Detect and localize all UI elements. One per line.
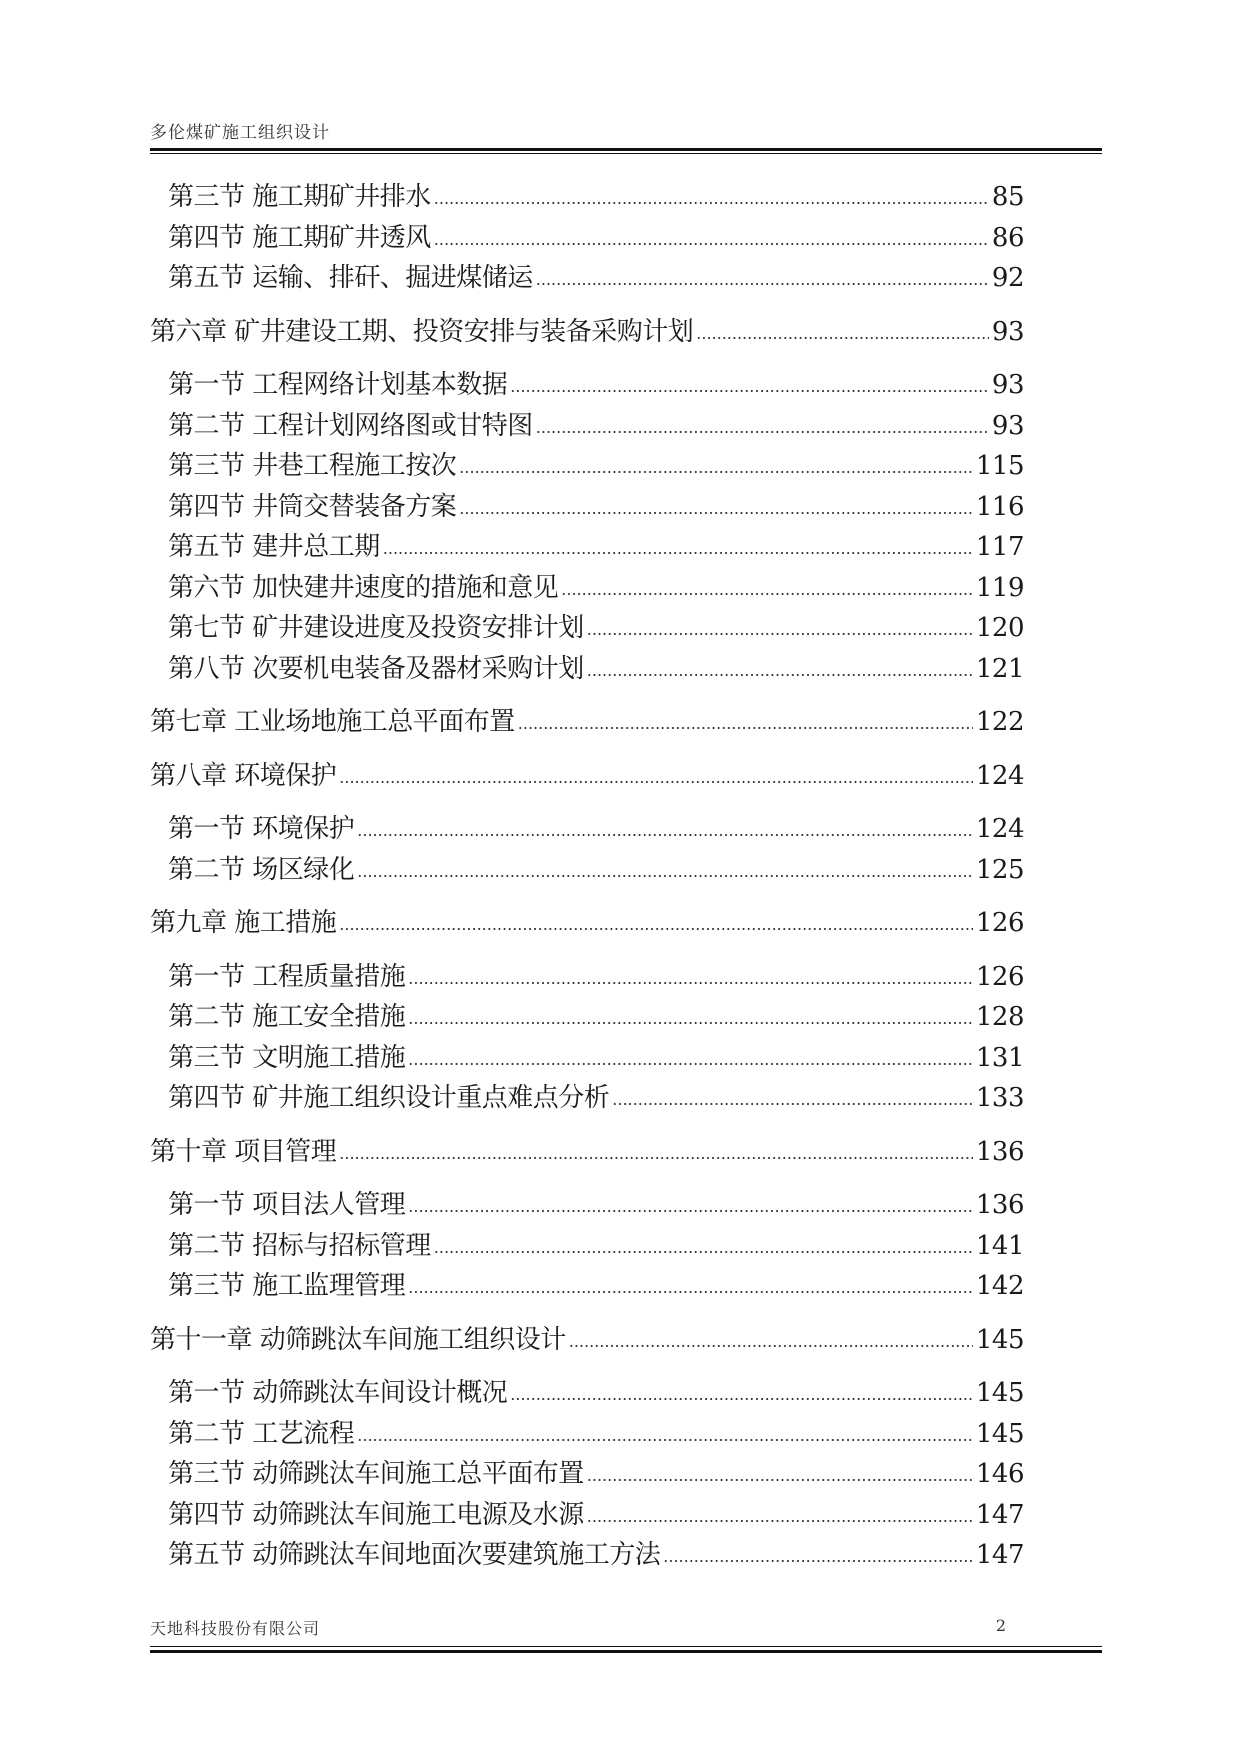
- dot-leader: [357, 862, 973, 881]
- toc-entry-label: 第二节 施工安全措施: [168, 1002, 406, 1032]
- dot-leader: [357, 1426, 973, 1445]
- toc-entry-label: 第五节 建井总工期: [168, 532, 380, 562]
- dot-leader: [612, 1090, 973, 1109]
- toc-chapter-entry[interactable]: [150, 755, 1024, 796]
- dot-leader: [587, 661, 973, 680]
- dot-leader: [408, 969, 973, 988]
- dot-leader: [696, 324, 989, 343]
- dot-leader: [536, 270, 989, 289]
- footer-rule-thick: [150, 1650, 1102, 1653]
- toc-entry-page-number: 124: [975, 760, 1024, 791]
- toc-entry-label: 第五节 运输、排矸、掘进煤储运: [168, 263, 533, 293]
- toc-section-entry[interactable]: [150, 1265, 1024, 1306]
- toc-entry-label: 第五节 动筛跳汰车间地面次要建筑施工方法: [168, 1540, 661, 1570]
- dot-leader: [587, 1466, 973, 1485]
- toc-section-entry[interactable]: [150, 1077, 1024, 1118]
- toc-section-entry[interactable]: [150, 567, 1024, 608]
- dot-leader: [357, 821, 973, 840]
- dot-leader: [459, 499, 973, 518]
- toc-entry-label: 第四节 施工期矿井透风: [168, 222, 431, 253]
- toc-section-entry[interactable]: [150, 808, 1024, 849]
- toc-entry-label: 第四节 动筛跳汰车间施工电源及水源: [168, 1499, 584, 1530]
- toc-entry-page-number: 121: [975, 653, 1024, 684]
- toc-section-entry[interactable]: [150, 1372, 1024, 1413]
- toc-section-entry[interactable]: [150, 526, 1024, 567]
- company-name: 天地科技股份有限公司: [150, 1619, 321, 1638]
- toc-entry-label: 第三节 井巷工程施工按次: [168, 451, 457, 481]
- toc-section-entry[interactable]: [150, 176, 1024, 217]
- dot-leader: [663, 1547, 973, 1566]
- toc-entry-label: 第一节 动筛跳汰车间设计概况: [168, 1378, 508, 1408]
- toc-entry-page-number: 93: [991, 370, 1024, 400]
- toc-section-entry[interactable]: [150, 486, 1024, 527]
- dot-leader: [459, 458, 973, 477]
- toc-entry-page-number: 120: [975, 613, 1024, 643]
- dot-leader: [510, 377, 989, 396]
- dot-leader: [587, 620, 973, 639]
- toc-section-entry[interactable]: [150, 445, 1024, 486]
- header-rule-thin: [150, 153, 1102, 154]
- toc-entry-label: 第四节 井筒交替装备方案: [168, 491, 457, 522]
- toc-entry-page-number: 117: [975, 532, 1024, 562]
- toc-entry-page-number: 126: [975, 961, 1024, 992]
- dot-leader: [569, 1332, 973, 1351]
- toc-entry-page-number: 145: [975, 1418, 1024, 1449]
- toc-section-entry[interactable]: [150, 1184, 1024, 1225]
- toc-entry-page-number: 136: [975, 1136, 1024, 1167]
- dot-leader: [339, 1144, 973, 1163]
- toc-chapter-entry[interactable]: [150, 1319, 1024, 1360]
- toc-entry-label: 第三节 动筛跳汰车间施工总平面布置: [168, 1459, 584, 1489]
- toc-entry-page-number: 115: [975, 451, 1024, 481]
- toc-entry-label: 第八章 环境保护: [150, 760, 337, 791]
- dot-leader: [408, 1009, 973, 1028]
- toc-section-entry[interactable]: [150, 1413, 1024, 1454]
- dot-leader: [408, 1278, 973, 1297]
- toc-entry-page-number: 131: [975, 1042, 1024, 1073]
- toc-entry-label: 第八节 次要机电装备及器材采购计划: [168, 653, 584, 684]
- toc-section-entry[interactable]: [150, 607, 1024, 648]
- dot-leader: [383, 539, 973, 558]
- toc-entry-label: 第六节 加快建井速度的措施和意见: [168, 572, 559, 603]
- toc-section-entry[interactable]: [150, 648, 1024, 689]
- header-rule-thick: [150, 148, 1102, 151]
- toc-entry-page-number: 141: [975, 1230, 1024, 1261]
- toc-entry-page-number: 125: [975, 854, 1024, 885]
- toc-entry-page-number: 126: [975, 908, 1024, 938]
- toc-entry-label: 第十一章 动筛跳汰车间施工组织设计: [150, 1324, 566, 1355]
- toc-entry-page-number: 92: [991, 263, 1024, 293]
- toc-entry-page-number: 136: [975, 1190, 1024, 1220]
- toc-chapter-entry[interactable]: [150, 902, 1024, 943]
- footer-rule-thin: [150, 1646, 1102, 1647]
- toc-entry-label: 第二节 工程计划网络图或甘特图: [168, 410, 533, 441]
- toc-section-entry[interactable]: [150, 405, 1024, 446]
- toc-entry-page-number: 146: [975, 1459, 1024, 1489]
- toc-section-entry[interactable]: [150, 364, 1024, 405]
- toc-entry-page-number: 147: [975, 1540, 1024, 1570]
- toc-section-entry[interactable]: [150, 1453, 1024, 1494]
- toc-entry-label: 第十章 项目管理: [150, 1136, 337, 1167]
- toc-entry-label: 第一节 项目法人管理: [168, 1190, 406, 1220]
- toc-entry-page-number: 85: [991, 182, 1024, 212]
- table-of-contents: [150, 176, 1024, 1575]
- toc-entry-page-number: 124: [975, 814, 1024, 844]
- toc-entry-page-number: 142: [975, 1271, 1024, 1301]
- toc-entry-page-number: 122: [975, 707, 1024, 737]
- toc-section-entry[interactable]: [150, 956, 1024, 997]
- document-title: 多伦煤矿施工组织设计: [150, 123, 330, 143]
- toc-entry-page-number: 145: [975, 1378, 1024, 1408]
- toc-chapter-entry[interactable]: [150, 701, 1024, 742]
- toc-section-entry[interactable]: [150, 257, 1024, 298]
- toc-chapter-entry[interactable]: [150, 1131, 1024, 1172]
- toc-entry-page-number: 145: [975, 1324, 1024, 1355]
- dot-leader: [561, 580, 973, 599]
- toc-section-entry[interactable]: [150, 849, 1024, 890]
- dot-leader: [339, 768, 973, 787]
- dot-leader: [536, 418, 989, 437]
- toc-entry-label: 第七节 矿井建设进度及投资安排计划: [168, 613, 584, 643]
- toc-entry-label: 第三节 施工监理管理: [168, 1271, 406, 1301]
- toc-entry-page-number: 116: [975, 491, 1024, 522]
- dot-leader: [587, 1507, 973, 1526]
- toc-section-entry[interactable]: [150, 1225, 1024, 1266]
- toc-chapter-entry[interactable]: [150, 311, 1024, 352]
- toc-entry-page-number: 147: [975, 1499, 1024, 1530]
- toc-entry-label: 第三节 文明施工措施: [168, 1042, 406, 1073]
- toc-entry-label: 第六章 矿井建设工期、投资安排与装备采购计划: [150, 316, 694, 347]
- dot-leader: [510, 1385, 973, 1404]
- toc-section-entry[interactable]: [150, 1534, 1024, 1575]
- toc-entry-label: 第二节 工艺流程: [168, 1418, 355, 1449]
- toc-entry-label: 第三节 施工期矿井排水: [168, 182, 431, 212]
- toc-entry-label: 第四节 矿井施工组织设计重点难点分析: [168, 1083, 610, 1113]
- toc-entry-label: 第一节 工程网络计划基本数据: [168, 370, 508, 400]
- toc-entry-page-number: 128: [975, 1002, 1024, 1032]
- toc-entry-page-number: 93: [991, 316, 1024, 347]
- toc-entry-page-number: 93: [991, 410, 1024, 441]
- dot-leader: [434, 189, 989, 208]
- page-header: [150, 118, 1102, 154]
- dot-leader: [434, 230, 989, 249]
- toc-entry-label: 第一节 环境保护: [168, 814, 355, 844]
- dot-leader: [339, 915, 973, 934]
- page-footer: [150, 1616, 1102, 1653]
- dot-leader: [408, 1197, 973, 1216]
- dot-leader: [434, 1238, 973, 1257]
- toc-section-entry[interactable]: [150, 217, 1024, 258]
- toc-entry-label: 第二节 场区绿化: [168, 854, 355, 885]
- toc-section-entry[interactable]: [150, 1494, 1024, 1535]
- toc-entry-page-number: 119: [975, 572, 1024, 603]
- toc-entry-label: 第九章 施工措施: [150, 908, 337, 938]
- toc-section-entry[interactable]: [150, 996, 1024, 1037]
- toc-entry-page-number: 86: [991, 222, 1024, 253]
- toc-entry-label: 第二节 招标与招标管理: [168, 1230, 431, 1261]
- toc-entry-label: 第一节 工程质量措施: [168, 961, 406, 992]
- dot-leader: [408, 1050, 973, 1069]
- dot-leader: [518, 714, 973, 733]
- toc-entry-label: 第七章 工业场地施工总平面布置: [150, 707, 515, 737]
- page-number: 2: [995, 1616, 1006, 1635]
- toc-entry-page-number: 133: [975, 1083, 1024, 1113]
- toc-section-entry[interactable]: [150, 1037, 1024, 1078]
